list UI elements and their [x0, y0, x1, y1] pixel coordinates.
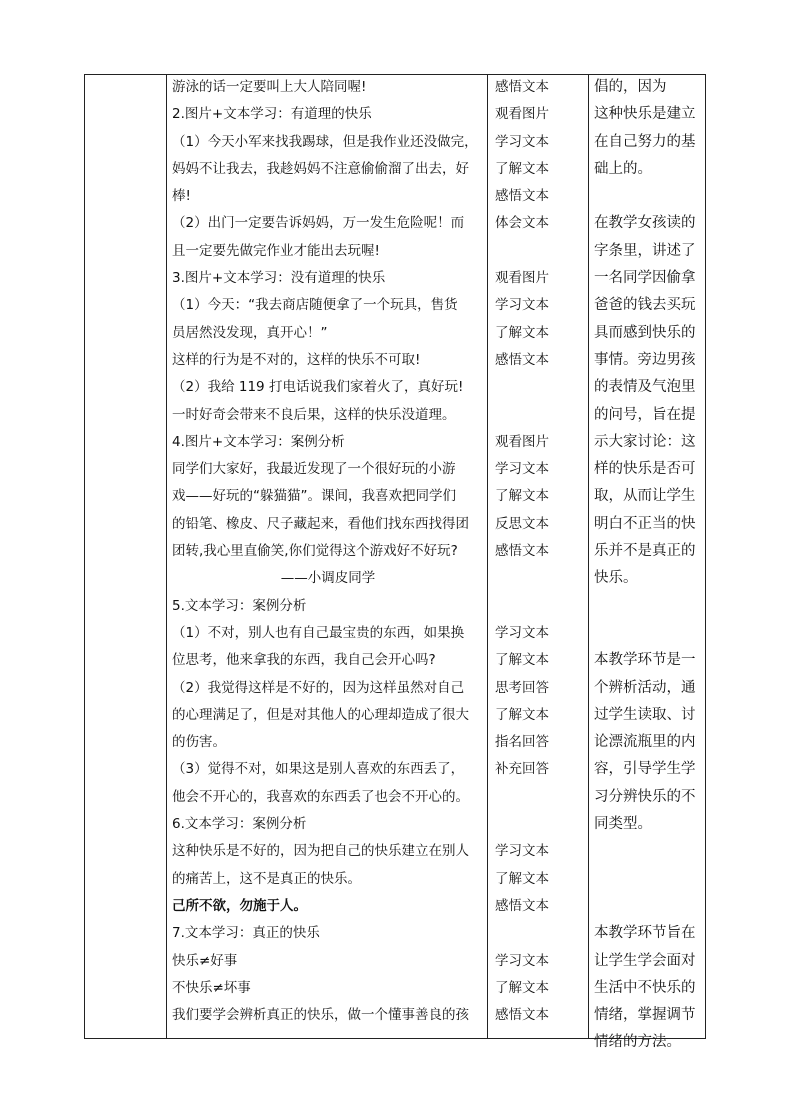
intent-line: 个辨析活动，通 — [594, 679, 696, 696]
table-border-left — [84, 74, 85, 1039]
content-line: 棒! — [172, 188, 191, 205]
activity-line — [495, 920, 583, 947]
content-line: 他会不开心的，我喜欢的东西丢了也会不开心的。 — [172, 788, 469, 805]
intent-line — [594, 620, 704, 647]
intent-line — [594, 866, 704, 893]
intent-line: 这种快乐是建立 — [594, 106, 696, 123]
activity-line — [495, 784, 583, 811]
content-line: ——小调皮同学 — [280, 570, 376, 587]
intent-line: 过学生读取、讨 — [594, 706, 696, 723]
intent-line: 生活中不快乐的 — [594, 979, 696, 996]
content-line: 团转,我心里直偷笑,你们觉得这个游戏好不好玩? — [172, 543, 458, 560]
activity-line: 了解文本 — [495, 160, 549, 177]
activity-line: 了解文本 — [495, 324, 549, 341]
activity-line: 了解文本 — [495, 706, 549, 723]
intent-line: 爸爸的钱去买玩 — [594, 297, 696, 314]
activity-line: 学习文本 — [495, 843, 549, 860]
column-divider-2 — [487, 74, 488, 1039]
content-line: 的心理满足了，但是对其他人的心理却造成了很大 — [172, 706, 469, 723]
column-divider-3 — [588, 74, 589, 1039]
activity-line — [495, 565, 583, 592]
activity-line — [495, 238, 583, 265]
content-line: 妈妈不让我去，我趁妈妈不注意偷偷溜了出去，好 — [172, 160, 469, 177]
content-line: 我们要学会辨析真正的快乐，做一个懂事善良的孩 — [172, 1007, 469, 1024]
activity-line: 感悟文本 — [495, 351, 549, 368]
content-line: 这种快乐是不好的，因为把自己的快乐建立在别人 — [172, 843, 469, 860]
intent-line — [594, 593, 704, 620]
activity-line: 补充回答 — [495, 761, 549, 778]
table-border-right — [705, 74, 706, 1039]
activity-line: 学习文本 — [495, 461, 549, 478]
intent-line: 情绪，掌握调节 — [594, 1007, 696, 1024]
intent-line: 本教学环节是一 — [594, 652, 696, 669]
activity-line: 学习文本 — [495, 133, 549, 150]
column-divider-1 — [166, 74, 167, 1039]
intent-line: 同类型。 — [594, 816, 652, 833]
student-activity-column — [495, 74, 583, 1029]
activity-line: 感悟文本 — [495, 188, 549, 205]
intent-line: 取，从而让学生 — [594, 488, 696, 505]
activity-line: 了解文本 — [495, 652, 549, 669]
intent-line: 论漂流瓶里的内 — [594, 734, 696, 751]
content-line: 员居然没发现，真开心！” — [172, 324, 328, 341]
content-line: （1）今天：“我去商店随便拿了一个玩具，售货 — [172, 297, 458, 314]
content-line: 的伤害。 — [172, 734, 226, 751]
activity-line — [495, 593, 583, 620]
activity-line: 指名回答 — [495, 734, 549, 751]
intent-line — [594, 893, 704, 920]
intent-line: 础上的。 — [594, 160, 652, 177]
intent-line: 事情。旁边男孩 — [594, 351, 696, 368]
intent-line: 明白不正当的快 — [594, 515, 696, 532]
content-line: 2.图片+文本学习：有道理的快乐 — [172, 106, 372, 123]
activity-line: 观看图片 — [495, 433, 549, 450]
content-line: 的痛苦上，这不是真正的快乐。 — [172, 870, 361, 887]
activity-line — [495, 402, 583, 429]
intent-line: 乐并不是真正的 — [594, 543, 696, 560]
content-line: （1）今天小军来找我踢球，但是我作业还没做完， — [172, 133, 478, 150]
content-line: 快乐≠好事 — [172, 952, 238, 969]
activity-line: 体会文本 — [495, 215, 549, 232]
content-line: 的铅笔、橡皮、尺子藏起来，看他们找东西找得团 — [172, 515, 469, 532]
intent-line: 倡的，因为 — [594, 79, 667, 95]
activity-line: 思考回答 — [495, 679, 549, 696]
content-line: 己所不欲，勿施于人。 — [172, 897, 307, 914]
activity-line: 学习文本 — [495, 297, 549, 314]
content-line: 不快乐≠坏事 — [172, 979, 251, 996]
content-line: 3.图片+文本学习：没有道理的快乐 — [172, 270, 386, 287]
content-line: （2）出门一定要告诉妈妈，万一发生危险呢！而 — [172, 215, 465, 232]
activity-line: 了解文本 — [495, 488, 549, 505]
content-line: （2）我给 119 打电话说我们家着火了，真好玩! — [172, 379, 464, 396]
content-line: 这样的行为是不对的，这样的快乐不可取! — [172, 351, 421, 368]
content-line: 且一定要先做完作业才能出去玩喔! — [172, 242, 380, 259]
intent-line: 在自己努力的基 — [594, 133, 696, 150]
content-line: 位思考，他来拿我的东西，我自己会开心吗? — [172, 652, 436, 669]
intent-line: 让学生学会面对 — [594, 952, 696, 969]
content-line: （2）我觉得这样是不好的，因为这样虽然对自己 — [172, 679, 465, 696]
intent-line: 字条里，讲述了 — [594, 242, 696, 259]
activity-line: 了解文本 — [495, 870, 549, 887]
intent-line: 快乐。 — [594, 570, 638, 587]
intent-line — [594, 838, 704, 865]
activity-line: 学习文本 — [495, 952, 549, 969]
intent-line: 习分辨快乐的不 — [594, 788, 696, 805]
intent-line: 的问号，旨在提 — [594, 406, 696, 423]
intent-line: 一名同学因偷拿 — [594, 270, 696, 287]
content-line: （3）觉得不对，如果这是别人喜欢的东西丢了， — [172, 761, 465, 778]
activity-line: 感悟文本 — [495, 79, 549, 95]
content-line: 7.文本学习：真正的快乐 — [172, 925, 320, 942]
activity-line: 观看图片 — [495, 270, 549, 287]
intent-line: 具而感到快乐的 — [594, 324, 696, 341]
activity-line — [495, 811, 583, 838]
content-line: 戏——好玩的“躲猫猫”。课间，我喜欢把同学们 — [172, 488, 456, 505]
intent-line: 示大家讨论：这 — [594, 433, 696, 450]
activity-line: 感悟文本 — [495, 1007, 549, 1024]
activity-line: 感悟文本 — [495, 543, 549, 560]
content-line: 6.文本学习：案例分析 — [172, 816, 307, 833]
content-line: 游泳的话一定要叫上大人陪同喔! — [172, 79, 367, 95]
activity-line: 学习文本 — [495, 624, 549, 641]
intent-line: 样的快乐是否可 — [594, 461, 696, 478]
content-line: 4.图片+文本学习：案例分析 — [172, 433, 345, 450]
activity-line: 了解文本 — [495, 979, 549, 996]
intent-line — [594, 183, 704, 210]
content-line: 5.文本学习：案例分析 — [172, 597, 307, 614]
content-line: 同学们大家好，我最近发现了一个很好玩的小游 — [172, 461, 456, 478]
activity-line: 感悟文本 — [495, 897, 549, 914]
intent-line: 在教学女孩读的 — [594, 215, 696, 232]
intent-line: 的表情及气泡里 — [594, 379, 696, 396]
content-line: 一时好奇会带来不良后果，这样的快乐没道理。 — [172, 406, 456, 423]
activity-line — [495, 374, 583, 401]
intent-line: 本教学环节旨在 — [594, 925, 696, 942]
intent-line: 容，引导学生学 — [594, 761, 696, 778]
intent-line: 情绪的方法。 — [594, 1034, 681, 1051]
activity-line: 观看图片 — [495, 106, 549, 123]
activity-line: 反思文本 — [495, 515, 549, 532]
teaching-content-column — [172, 74, 484, 1029]
content-line: （1）不对，别人也有自己最宝贵的东西，如果换 — [172, 624, 465, 641]
design-intent-column — [594, 74, 704, 1057]
